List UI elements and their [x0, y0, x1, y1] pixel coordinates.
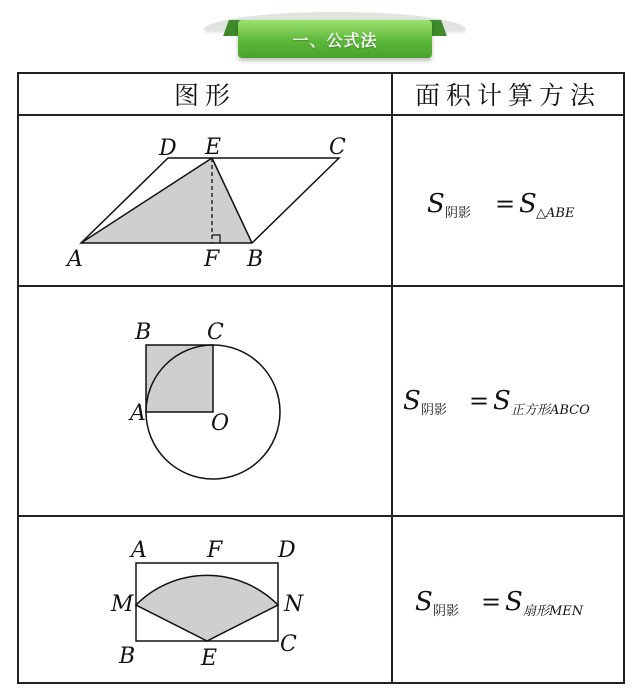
label-m: M	[111, 592, 134, 617]
formula-table	[17, 72, 625, 684]
label-f: F	[207, 538, 223, 563]
banner-plate	[238, 20, 432, 58]
formula-rhs-sub: 扇形MEN	[523, 604, 584, 619]
formula-rhs-sub: △ABE	[536, 206, 575, 221]
label-a: A	[67, 247, 83, 272]
label-e: E	[205, 135, 222, 160]
header-figure: 图形	[173, 81, 236, 110]
formula-equals: =	[469, 387, 490, 415]
label-f: F	[204, 247, 220, 272]
formula-2	[393, 287, 623, 515]
formula-3	[393, 517, 623, 684]
formula-1	[393, 116, 623, 285]
parallelogram-diagram	[19, 116, 391, 285]
shaded-sector-men	[136, 575, 278, 641]
label-e: E	[201, 646, 218, 671]
banner-title: 一、公式法	[292, 30, 378, 50]
formula-lhs-s: S	[415, 587, 433, 617]
label-n: N	[284, 592, 304, 617]
formula-lhs-sub: 阴影	[433, 604, 460, 619]
formula-lhs-sub: 阴影	[421, 403, 448, 418]
shaded-triangle-abe	[81, 158, 252, 243]
label-b: B	[135, 320, 152, 345]
formula-lhs-s: S	[403, 386, 421, 416]
row1-figure	[19, 116, 391, 285]
row2-formula	[393, 287, 623, 515]
row2-figure	[19, 287, 391, 515]
formula-rhs-s: S	[519, 189, 537, 219]
row3-figure	[19, 517, 391, 684]
shaded-square-abco	[146, 345, 213, 412]
formula-rhs-s: S	[505, 587, 523, 617]
formula-rhs-s: S	[493, 386, 511, 416]
label-d: D	[278, 538, 296, 563]
label-d: D	[159, 136, 177, 161]
label-c: C	[329, 135, 346, 160]
label-o: O	[211, 411, 230, 436]
formula-lhs-s: S	[427, 189, 445, 219]
formula-rhs-sub: 正方形ABCO	[511, 403, 590, 418]
label-b: B	[119, 644, 136, 669]
label-c: C	[280, 632, 297, 657]
label-b: B	[247, 247, 264, 272]
formula-equals: =	[495, 190, 516, 218]
section-banner	[196, 6, 474, 62]
square-circle-diagram	[19, 287, 391, 515]
label-a: A	[131, 538, 147, 563]
formula-lhs-sub: 阴影	[445, 206, 472, 221]
row1-formula	[393, 116, 623, 285]
header-method: 面积计算方法	[414, 81, 601, 110]
rectangle-sector-diagram	[19, 517, 391, 684]
formula-equals: =	[481, 588, 502, 616]
label-a: A	[130, 401, 146, 426]
label-c: C	[207, 320, 224, 345]
row3-formula	[393, 517, 623, 684]
